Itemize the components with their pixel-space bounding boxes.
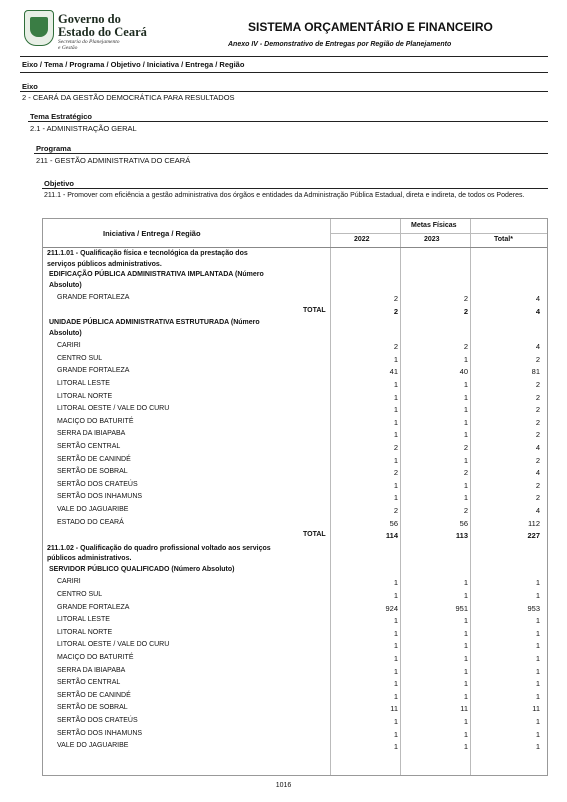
region-name: ESTADO DO CEARÁ bbox=[57, 518, 124, 526]
divider bbox=[28, 121, 548, 122]
row-heading: UNIDADE PÚBLICA ADMINISTRATIVA ESTRUTURADA (Número bbox=[49, 319, 260, 327]
region-name: LITORAL OESTE / VALE DO CURU bbox=[57, 641, 170, 649]
value-2022: 1 bbox=[393, 417, 398, 427]
value-total: 4 bbox=[535, 294, 540, 303]
logo-line-3 bbox=[58, 39, 120, 51]
logo bbox=[24, 10, 164, 51]
region-name: SERRA DA IBIAPABA bbox=[57, 666, 126, 674]
region-name: CENTRO SUL bbox=[57, 354, 103, 362]
value-2023: 1 bbox=[463, 653, 468, 663]
region-name: GRANDE FORTALEZA bbox=[57, 294, 130, 301]
region-name: MACIÇO DO BATURITÉ bbox=[57, 653, 134, 661]
divider bbox=[20, 72, 548, 73]
row-heading: Absoluto) bbox=[49, 329, 82, 337]
report-subtitle: Anexo IV - Demonstrativo de Entregas por Região de Planejamento bbox=[228, 41, 452, 48]
value-total: 2 bbox=[535, 430, 540, 440]
value-total: 1 bbox=[535, 578, 540, 588]
value-total: 1 bbox=[535, 729, 540, 739]
objetivo-label: Objetivo bbox=[44, 179, 75, 188]
value-2022: 11 bbox=[390, 704, 398, 714]
value-2023: 2 bbox=[463, 443, 468, 452]
row-heading: serviços públicos administrativos. bbox=[47, 260, 162, 268]
value-total: 227 bbox=[527, 531, 540, 541]
value-total: 2 bbox=[535, 405, 540, 415]
value-total: 2 bbox=[535, 493, 540, 503]
total-label: TOTAL bbox=[303, 306, 326, 314]
value-2023: 1 bbox=[463, 666, 468, 676]
value-2022: 1 bbox=[393, 666, 398, 676]
value-total: 4 bbox=[535, 506, 540, 515]
region-name: LITORAL LESTE bbox=[57, 380, 110, 387]
value-total: 4 bbox=[535, 443, 540, 452]
column-divider bbox=[330, 219, 331, 775]
value-2022: 1 bbox=[393, 653, 398, 663]
row-heading: públicos administrativos. bbox=[47, 555, 132, 563]
region-name: SERTÃO CENTRAL bbox=[57, 679, 121, 687]
value-total: 2 bbox=[535, 354, 540, 364]
region-name: SERTÃO DE CANINDÉ bbox=[57, 691, 131, 699]
eixo-value: 2 - CEARÁ DA GESTÃO DEMOCRÁTICA PARA RESULTADOS bbox=[22, 93, 235, 102]
value-2022: 1 bbox=[393, 716, 398, 726]
region-name: SERRA DA IBIAPABA bbox=[57, 430, 126, 438]
region-name: CARIRI bbox=[57, 342, 81, 350]
value-2022: 41 bbox=[389, 367, 398, 377]
value-2022: 1 bbox=[393, 742, 398, 752]
divider bbox=[42, 188, 548, 189]
col-header-2023: 2023 bbox=[424, 236, 440, 243]
header-divider bbox=[43, 247, 547, 248]
column-divider bbox=[400, 219, 401, 775]
col-header-2022: 2022 bbox=[354, 236, 370, 243]
value-total: 1 bbox=[535, 641, 540, 651]
divider bbox=[34, 153, 548, 154]
value-total: 1 bbox=[535, 716, 540, 726]
programa-value: 211 - GESTÃO ADMINISTRATIVA DO CEARÁ bbox=[36, 156, 191, 165]
col-header-main: Iniciativa / Entrega / Região bbox=[103, 229, 201, 238]
region-name: LITORAL NORTE bbox=[57, 628, 113, 636]
value-2023: 2 bbox=[463, 506, 468, 515]
objetivo-value: 211.1 - Promover com eficiência a gestão administrativa dos órgãos e entidades da Administração Pública Estadual, direta e indireta, de todos os Poderes. bbox=[44, 192, 525, 199]
value-2023: 1 bbox=[463, 480, 468, 490]
value-2023: 1 bbox=[463, 392, 468, 402]
value-2023: 1 bbox=[463, 578, 468, 588]
value-2022: 114 bbox=[385, 531, 398, 541]
tema-label: Tema Estratégico bbox=[30, 112, 92, 121]
value-2023: 1 bbox=[463, 380, 468, 389]
value-2023: 2 bbox=[463, 306, 468, 316]
value-total: 4 bbox=[535, 306, 540, 316]
region-name: SERTÃO CENTRAL bbox=[57, 443, 121, 450]
eixo-label: Eixo bbox=[22, 82, 38, 91]
region-name: LITORAL OESTE / VALE DO CURU bbox=[57, 405, 170, 413]
value-2023: 1 bbox=[463, 405, 468, 415]
value-total: 1 bbox=[535, 679, 540, 689]
value-2023: 2 bbox=[463, 342, 468, 352]
value-2023: 1 bbox=[463, 493, 468, 503]
value-2022: 1 bbox=[393, 354, 398, 364]
value-2023: 1 bbox=[463, 641, 468, 651]
value-2022: 924 bbox=[385, 603, 398, 613]
page-number: 1016 bbox=[275, 782, 292, 789]
value-2022: 2 bbox=[393, 468, 398, 478]
region-name: SERTÃO DOS INHAMUNS bbox=[57, 493, 143, 501]
value-2023: 113 bbox=[455, 531, 468, 541]
column-divider bbox=[470, 219, 471, 775]
value-2023: 1 bbox=[463, 354, 468, 364]
value-2022: 1 bbox=[393, 455, 398, 465]
value-2022: 1 bbox=[393, 405, 398, 415]
logo-sub-2: e Gestão bbox=[58, 45, 78, 51]
value-2022: 1 bbox=[393, 616, 398, 626]
region-name: LITORAL LESTE bbox=[57, 616, 110, 624]
value-2023: 1 bbox=[463, 455, 468, 465]
logo-sub-1: Secretaria do Planejamento bbox=[58, 39, 120, 45]
value-total: 112 bbox=[528, 518, 540, 528]
value-total: 1 bbox=[535, 653, 540, 663]
value-total: 11 bbox=[532, 704, 540, 714]
value-2022: 1 bbox=[393, 392, 398, 402]
region-name: LITORAL NORTE bbox=[57, 392, 113, 400]
breadcrumb: Eixo / Tema / Programa / Objetivo / Iniciativa / Entrega / Região bbox=[22, 60, 245, 69]
region-name: SERTÃO DE SOBRAL bbox=[57, 468, 128, 476]
tema-value: 2.1 - ADMINISTRAÇÃO GERAL bbox=[30, 124, 137, 133]
divider bbox=[20, 56, 548, 57]
value-2022: 1 bbox=[393, 679, 398, 689]
logo-line-1: Governo do bbox=[58, 12, 121, 26]
value-2023: 56 bbox=[459, 518, 468, 528]
value-total: 1 bbox=[535, 691, 540, 701]
value-2023: 1 bbox=[463, 430, 468, 440]
row-heading: EDIFICAÇÃO PÚBLICA ADMINISTRATIVA IMPLANTADA (Número bbox=[49, 271, 264, 278]
value-2022: 1 bbox=[393, 641, 398, 651]
value-total: 2 bbox=[535, 380, 540, 389]
value-total: 1 bbox=[535, 666, 540, 676]
value-2022: 1 bbox=[393, 493, 398, 503]
value-2023: 2 bbox=[463, 294, 468, 303]
value-2023: 1 bbox=[463, 616, 468, 626]
value-total: 2 bbox=[535, 417, 540, 427]
value-total: 1 bbox=[535, 742, 540, 752]
value-2022: 2 bbox=[393, 342, 398, 352]
value-2023: 1 bbox=[463, 590, 468, 600]
value-2022: 1 bbox=[393, 380, 398, 389]
value-total: 81 bbox=[531, 367, 540, 377]
value-total: 2 bbox=[535, 455, 540, 465]
value-2022: 2 bbox=[393, 294, 398, 303]
value-total: 1 bbox=[535, 590, 540, 600]
region-name: SERTÃO DOS CRATEÚS bbox=[57, 480, 138, 488]
value-2022: 2 bbox=[393, 443, 398, 452]
value-total: 1 bbox=[535, 616, 540, 626]
header-divider bbox=[330, 233, 547, 234]
value-2023: 40 bbox=[459, 367, 468, 377]
value-total: 4 bbox=[535, 342, 540, 352]
value-2023: 1 bbox=[463, 679, 468, 689]
logo-line-2: Estado do Ceará bbox=[58, 25, 147, 39]
value-total: 953 bbox=[527, 603, 540, 613]
region-name: VALE DO JAGUARIBE bbox=[57, 506, 129, 513]
region-name: GRANDE FORTALEZA bbox=[57, 603, 130, 611]
region-name: CARIRI bbox=[57, 578, 81, 586]
value-2023: 2 bbox=[463, 468, 468, 478]
total-label: TOTAL bbox=[303, 531, 326, 539]
value-2022: 1 bbox=[393, 480, 398, 490]
value-2023: 1 bbox=[463, 691, 468, 701]
value-2022: 1 bbox=[393, 628, 398, 638]
col-header-total: Total* bbox=[494, 236, 513, 243]
value-total: 2 bbox=[535, 392, 540, 402]
value-total: 1 bbox=[535, 628, 540, 638]
value-2023: 11 bbox=[460, 704, 468, 714]
value-2023: 1 bbox=[463, 628, 468, 638]
value-2022: 1 bbox=[393, 590, 398, 600]
row-heading: 211.1.01 - Qualificação física e tecnológica da prestação dos bbox=[47, 250, 248, 257]
value-2023: 1 bbox=[463, 729, 468, 739]
value-2022: 1 bbox=[393, 430, 398, 440]
value-2023: 1 bbox=[463, 716, 468, 726]
divider bbox=[20, 91, 548, 92]
region-name: SERTÃO DOS CRATEÚS bbox=[57, 716, 138, 724]
value-2022: 56 bbox=[389, 518, 398, 528]
value-2022: 2 bbox=[393, 506, 398, 515]
programa-label: Programa bbox=[36, 144, 72, 153]
value-2022: 1 bbox=[393, 578, 398, 588]
col-header-group: Metas Físicas bbox=[411, 222, 457, 229]
value-2022: 1 bbox=[393, 691, 398, 701]
value-total: 4 bbox=[535, 468, 540, 478]
row-heading: Absoluto) bbox=[49, 281, 82, 289]
value-2023: 951 bbox=[455, 603, 468, 613]
region-name: SERTÃO DOS INHAMUNS bbox=[57, 729, 143, 737]
value-2022: 2 bbox=[393, 306, 398, 316]
row-heading: 211.1.02 - Qualificação do quadro profissional voltado aos serviços bbox=[47, 544, 271, 552]
report-title: SISTEMA ORÇAMENTÁRIO E FINANCEIRO bbox=[248, 20, 493, 34]
region-name: VALE DO JAGUARIBE bbox=[57, 742, 129, 750]
region-name: CENTRO SUL bbox=[57, 590, 103, 598]
region-name: SERTÃO DE SOBRAL bbox=[57, 704, 128, 712]
value-2022: 1 bbox=[393, 729, 398, 739]
state-emblem-icon bbox=[24, 10, 54, 46]
row-heading: SERVIDOR PÚBLICO QUALIFICADO (Número Absoluto) bbox=[49, 565, 235, 573]
value-2023: 1 bbox=[463, 742, 468, 752]
metas-table bbox=[42, 218, 548, 776]
region-name: GRANDE FORTALEZA bbox=[57, 367, 130, 375]
region-name: MACIÇO DO BATURITÉ bbox=[57, 417, 134, 425]
value-2023: 1 bbox=[463, 417, 468, 427]
region-name: SERTÃO DE CANINDÉ bbox=[57, 455, 131, 463]
value-total: 2 bbox=[535, 480, 540, 490]
